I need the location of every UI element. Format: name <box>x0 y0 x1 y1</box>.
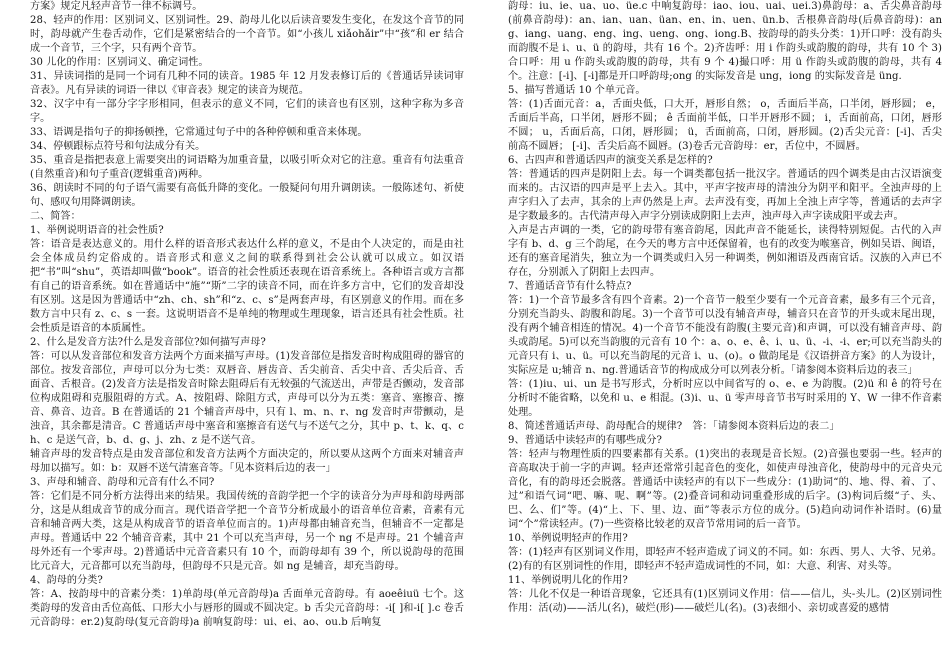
paragraph: 31、异读词指的是同一个词有几种不同的读音。1985 年 12 月发表修订后的《普通话异读词审音表》。凡有异读的词语一律以《审音表》规定的读音为规范。 <box>30 71 464 96</box>
answer-paragraph: 答：轻声与物理性质的四要素都有关系。(1)突出的表现是音长短。(2)音强也要弱一些。轻声的音高取决于前一字的声调。轻声还常常引起音色的变化，如使声母浊音化，使韵母中的元音央元音化，有的韵母还会脱落。普通话中读轻声的有以下一些成分：(1)助词“的、地、得、着、了、过”和语气词“吧、嘛、呢、啊”等。(2)叠音词和动词重叠形成的后字。(3)构词后缀“子、头、巴、么、们”等。(4)“上、下、里、边、面”等表示方位的成分。(5)趋向动词作补语时。(6)量词“个”常读轻声。(7)一些资格比较老的双音节常用词的后一音节。 <box>508 449 942 530</box>
question-heading: 11、举例说明儿化的作用? <box>508 575 628 586</box>
paragraph: 34、停顿跟标点符号和句法成分有关。 <box>30 141 206 152</box>
paragraph: 33、语调是指句子的抑扬顿挫，它常通过句子中的各种停顿和重音来体现。 <box>30 127 368 138</box>
answer-paragraph: 答：普通话的四声是阴阳上去。每一个调类都包括一批汉字。普通话的四个调类是由古汉语演变而来的。古汉语的四声是平上去入。其中，平声字按声母的清浊分为阴平和阳平。全浊声母的上声字归入了去声，其余的上声仍然是上声。去声没有变，再加上全浊上声字等，普通话的去声字是字数最多的。古代清声母入声字分别读成阴阳上去声，浊声母入声字读成阳平或去声。 <box>508 169 942 222</box>
answer-paragraph: 答：A、按韵母中的音素分类：1)单韵母(单元音韵母)a 舌面单元音韵母。有 aoeêiuü 七个。这类韵母的发音由舌位高低、口形大小与唇形的圆或不圆决定。b 舌尖元音韵母：-i[ ]和-i[ ].c 卷舌元音韵母：er.2)复韵母(复元音韵母)a 前响复韵母：ui、ei、ao、ou.b 后响复 <box>30 589 464 628</box>
paragraph: 入声是古声调的一类，它的韵母带有塞音韵尾，因此声音不能延长，读得特别短促。古代的入声字有 b、d、g 三个韵尾，在今天的粤方言中还保留着，也有的改变为喉塞音，例如吴语、闽语，还有的塞音尾消失，独立为一个调类或归入另一种调类，例如湘语及西南官话。汉族的入声已不存在，分别派入了阴阳上去四声。 <box>508 225 942 278</box>
question-heading: 4、韵母的分类? <box>30 575 103 586</box>
paragraph: 辅音声母的发音特点是由发音部位和发音方法两个方面决定的，所以要从这两个方面来对辅音声母加以描写。如：b：双唇不送气清塞音等。「见本资料后边的表一」 <box>30 449 464 474</box>
question-heading: 9、普通话中读轻声的有哪些成分? <box>508 435 662 446</box>
question-heading: 5、描写普通话 10 个单元音。 <box>508 85 646 96</box>
question-heading: 3、声母和辅音、韵母和元音有什么不同? <box>30 477 215 488</box>
question-heading: 7、普通话音节有什么特点? <box>508 281 632 292</box>
answer-paragraph: 答：可以从发音部位和发音方法两个方面来描写声母。(1)发音部位是指发音时构成阻碍的器官的部位。按发音部位，声母可以分为七类：双唇音、唇齿音、舌尖前音、舌尖中音、舌尖后音、舌面音、舌根音。(2)发音方法是指发音时除去阻碍后有无较强的气流送出，声带是否颤动，发音部位构成阻碍和克服阻碍的方式。A、按阻碍、除阻方式，声母可以分为五类：塞音、塞擦音、擦音、鼻音、边音。B 在普通话的 21 个辅音声母中，只有 l、m、n、r、ng 发音时声带颤动，是浊音，其余都是清音。C 普通话声母中塞音和塞擦音有送气与不送气之分，其中 p、t、k、q、ch、c 是送气音，b、d、g、j、zh、z 是不送气音。 <box>30 351 464 446</box>
question-heading: 2、什么是发音方法?什么是发音部位?如何描写声母? <box>30 337 266 348</box>
question-heading: 1、举例说明语音的社会性质? <box>30 225 164 236</box>
answer-paragraph: 答：它们是不同分析方法得出来的结果。我国传统的音韵学把一个字的读音分为声母和韵母两部分，这是从组成音节的成分而言。现代语音学把一个音节分析成最小的语音单位音素，音素有元音和辅音两大类，这是从构成音节的语音单位而言的。1)声母都由辅音充当，但辅音不一定都是声母。普通话中 22 个辅音音素，其中 21 个可以充当声母，另一个 ng 不是声母。21 个辅音声母外还有一个零声母。2)普通话中元音音素只有 10 个，而韵母却有 39 个，所以说韵母的范围比元音大，元音都可以充当韵母，但韵母不只是元音。如 ng 是辅音，却充当韵母。 <box>30 491 464 572</box>
paragraph: 28、轻声的作用：区别词义、区别词性。29、韵母儿化以后读音要发生变化，在发这个音节的同时，韵母就产生卷舌动作，它们是紧密结合的一个音节。如“小孩儿 xiǎohǎir”中“孩”和 er 结合成一个音节，三个字，只有两个音节。 <box>30 15 464 54</box>
answer-paragraph: 答：语音是表达意义的。用什么样的语音形式表达什么样的意义，不是由个人决定的，而是由社会全体成员约定俗成的。语音形式和意义之间的联系得到社会公认就可以成立。如汉语把“书”叫“shu”，英语却叫做“book”。语音的社会性质还表现在语音系统上。各种语言或方言都有自己的语音系统。如在普通话中“施”“斯”二字的读音不同，而在许多方言中，它们的发音却没有区别。这是因为普通话中“zh、ch、sh”和“z、c、s”是两套声母，有区别意义的作用。而在多数方言中只有 z、c、s 一套。这说明语音不是单纯的物理或生理现象，语言还具有社会性质。社会性质是语音的本质属性。 <box>30 239 464 334</box>
question-heading: 10、举例说明轻声的作用? <box>508 533 628 544</box>
answer-paragraph: 答：(1)iu、ui、un 是书写形式，分析时应以中间省写的 o、e、e 为韵腹。(2)ü 和 ê 的符号在分析时不能省略，以免和 u、e 相混。(3)i、u、ü 零声母音节书写时采用的 Y、W 一律不作音素处理。 <box>508 379 942 418</box>
answer-paragraph: 答：1)一个音节最多含有四个音素。2)一个音节一般至少要有一个元音音素，最多有三个元音，分别充当韵头、韵腹和韵尾。3)一个音节可以没有辅音声母，辅音只在音节的开头或末尾出现，没有两个辅音相连的情况。4)一个音节不能没有韵腹(主要元音)和声调，可以没有辅音声母、韵头或韵尾。5)可以充当韵腹的元音有 10 个：a、o、e、ê、i、u、ü、-i、-i、er;可以充当韵头的元音只有 i、u、ü。可以充当韵尾的元音 i、u、(o)。o 做韵尾是《汉语拼音方案》的人为设计，实际应是 u;辅音 n、ng.普通话音节的构成成分可以列表分析。「请参阅本资料后边的表三」 <box>508 295 942 376</box>
left-column <box>30 0 464 672</box>
paragraph: 35、重音是指把表意上需要突出的词语略为加重音量，以吸引听众对它的注意。重音有句法重音(自然重音)和句子重音(逻辑重音)两种。 <box>30 155 464 180</box>
answer-paragraph: 答：儿化不仅是一种语音现象，它还具有(1)区别词义作用：信——信儿，头-头儿。(2)区别词性作用：活(动)——活儿(名)，破烂(形)——破烂儿(名)。(3)表细小、亲切或喜爱的感情 <box>508 589 942 614</box>
right-column <box>508 0 942 672</box>
answer-paragraph: 答：(1)轻声有区别词义作用，即轻声不轻声造成了词义的不同。如：东西、男人、大爷、兄弟。(2)有的有区别词性的作用，即轻声不轻声造成词性的不同，如：大意、利害、对头等。 <box>508 547 942 572</box>
paragraph: 30 儿化的作用：区别词义、确定词性。 <box>30 57 209 68</box>
paragraph: 32、汉字中有一部分字字形相同，但表示的意义不同，它们的读音也有区别，这种字称为多音字。 <box>30 99 464 124</box>
answer-paragraph: 答：(1)舌面元音：a，舌面央低，口大开，唇形自然； o，舌面后半高，口半闭，唇形圆； e，舌面后半高，口半闭，唇形不圆； ê 舌面前半低，口半开唇形不圆； i，舌面前高，口闭，唇形不圆； u，舌面后高，口闭，唇形圆； ü，舌面前高，口闭，唇形圆。(2)舌尖元音：[-i]、舌尖前高不圆唇； [-i]、舌尖后高不圆唇。(3)卷舌元音韵母：er，舌位中，不圆唇。 <box>508 99 942 152</box>
section-heading: 二、简答： <box>30 211 81 222</box>
question-heading: 8、简述普通话声母、韵母配合的规律? 答：「请参阅本资料后边的表二」 <box>508 421 840 432</box>
paragraph: 韵母：iu、ie、ua、uo、üe.c 中响复韵母：iao、iou、uai、uei.3)鼻韵母：a、舌尖鼻音韵母(前鼻音韵母)：an、ian、uan、üan、en、in、uen、ün.b、舌根鼻音韵母(后鼻音韵母)：ang、iang、uang、eng、ing、ueng、ong、iong.B、按韵母的韵头分类：1)开口呼：没有韵头而韵腹不是 i、u、ü 的韵母，共有 16 个。2)齐齿呼：用 i 作韵头或韵腹的韵母，共有 10 个 3)合口呼：用 u 作韵头或韵腹的韵母，共有 9 个 4)撮口呼：用 ü 作韵头或韵腹的韵母，共有 4 个。注意：[-i]、[-i]都是开口呼韵母;ong 的实际发音是 ung，iong 的实际发音是 üng. <box>508 1 942 82</box>
paragraph: 36、朗读时不同的句子语气需要有高低升降的变化。一般疑问句用升调朗读。一般陈述句、祈使句、感叹句用降调朗读。 <box>30 183 464 208</box>
question-heading: 6、古四声和普通话四声的演变关系是怎样的? <box>508 155 713 166</box>
paragraph: 方案》规定凡轻声音节一律不标调号。 <box>30 1 203 12</box>
